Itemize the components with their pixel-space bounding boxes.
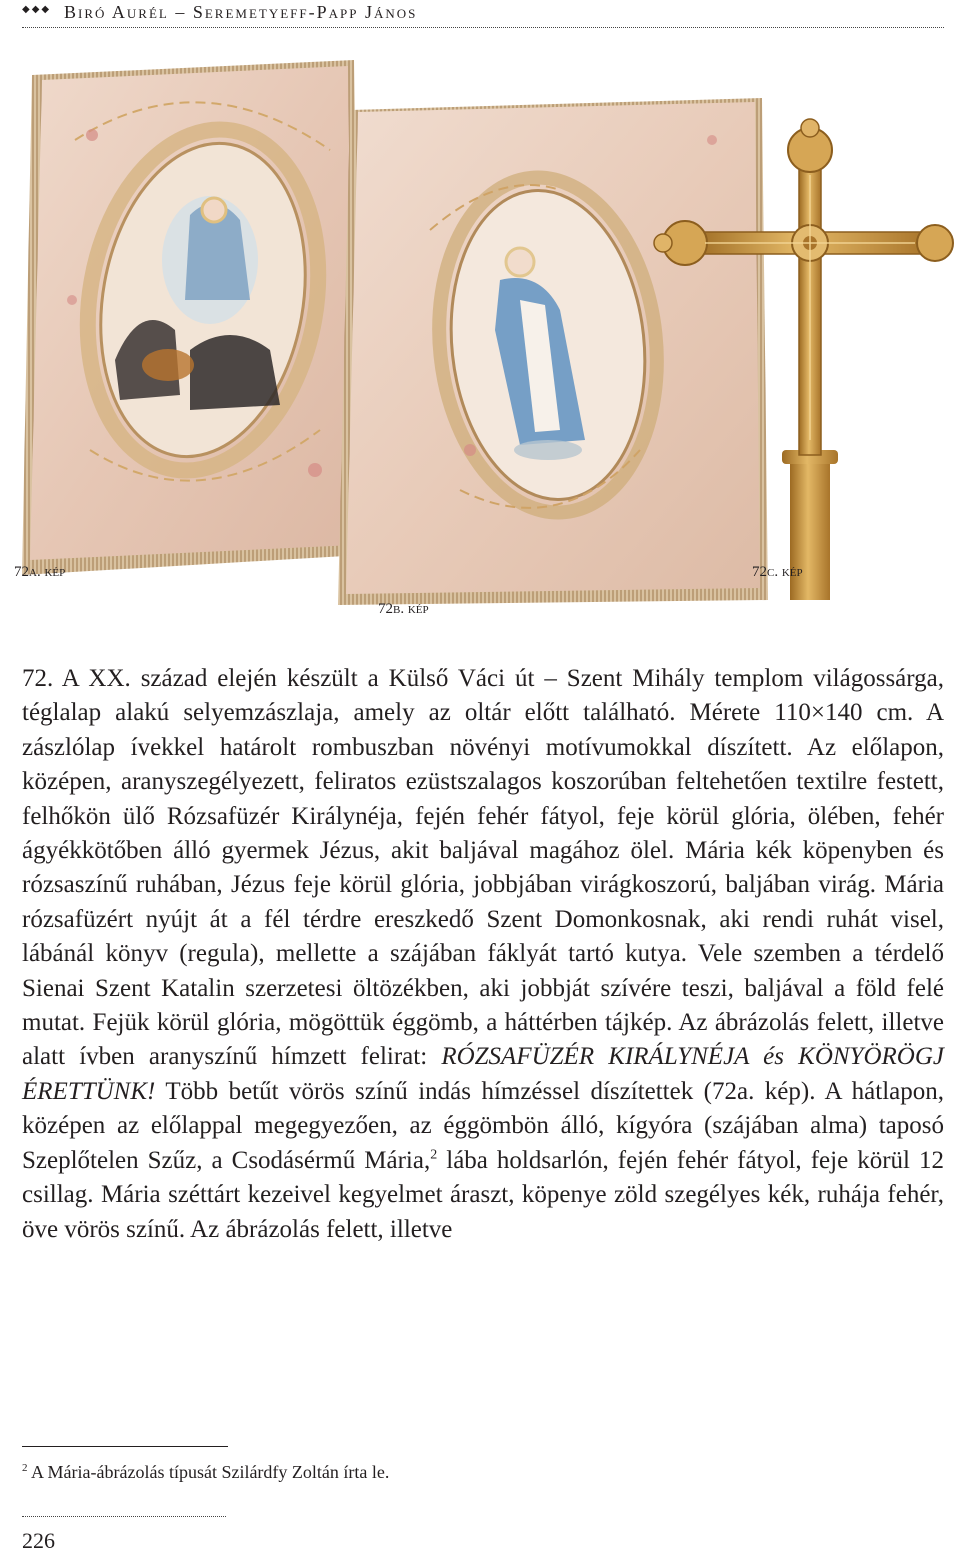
header-divider — [22, 27, 944, 28]
banner-front-72a — [22, 60, 362, 575]
banner-back-72b — [338, 98, 768, 605]
paragraph-text-1: 72. A XX. század elején készült a Külső Váci út – Szent Mihály templom világossárga, téglalap alakú selyemzászlaja, amely az oltár előtt található. Mérete 110×140 cm. A zászlólap ívekkel határolt rombuszban növényi motívumokkal díszített. Az előlapon, középen, aranyszegélyezett, feliratos ezüstszalagos koszorúban feltehetően textilre festett, felhőkön ülő Rózsafüzér Királynéja, fején fehér fátyol, feje körül glória, ölében, fehér ágyékkötőben álló gyermek Jézus, akit baljával magához ölel. Mária kék köpenyben és rózsaszínű ruhában, Jézus feje körül glória, jobbjában virágkoszorú, baljában virág. Mária rózsafüzért nyújt át a fél térdre ereszkedő Szent Domonkosnak, aki rendi ruhát visel, lábánál könyv (regula), mellette a szájában fáklyát tartó kutya. Vele szemben a térdelő Sienai Szent Katalin szerzetesi öltözékben, aki jobbját szívére teszi, baljával a föld felé mutat. Fejük körül glória, mögöttük éggömb, a háttérben tájkép. Az ábrázolás felett, illetve alatt ívben aranyszínű hímzett felirat: — [22, 665, 944, 1071]
page-number: 226 — [22, 1528, 55, 1553]
caption-72a: 72a. kép — [14, 564, 66, 580]
running-header — [22, 2, 942, 28]
footnote-number: 2 — [22, 1462, 28, 1474]
footnote-divider — [22, 1446, 228, 1447]
figure-72 — [0, 40, 960, 615]
footnote-reference: 2 — [430, 1147, 438, 1163]
caption-72b: 72b. kép — [378, 601, 429, 617]
footer-divider — [22, 1516, 226, 1517]
banner-photographs — [0, 40, 960, 615]
diamond-ornament-icon: ◆◆◆ — [22, 4, 52, 15]
footnote-text: A Mária-ábrázolás típusát Szilárdfy Zoltán írta le. — [27, 1462, 390, 1482]
body-paragraph — [22, 662, 944, 1247]
footnote — [22, 1462, 389, 1483]
running-head-title: Biró Aurél – Seremetyeff-Papp János — [64, 2, 418, 22]
paragraph-text-2: Több betűt vörös színű indás hímzéssel díszítettek (72a. kép). A hátlapon, középen az előlappal megegyezően, az éggömbön álló, kígyóra (szájában alma) taposó Szeplőtelen Szűz, a Csodásérmű Mária, — [22, 1077, 944, 1174]
inscription-text: RÓZSAFÜZÉR KIRÁLYNÉJA és KÖNYÖRÖGJ ÉRETTÜNK! — [22, 1043, 944, 1105]
paragraph-text-3: lába holdsarlón, fején fehér fátyol, feje körül 12 csillag. Mária széttárt kezeivel kegyelmet áraszt, köpenye zöld szegélyes kék, ruhája fehér, öve vörös színű. Az ábrázolás felett, illetve — [22, 1146, 944, 1243]
caption-72c: 72c. kép — [752, 564, 803, 580]
